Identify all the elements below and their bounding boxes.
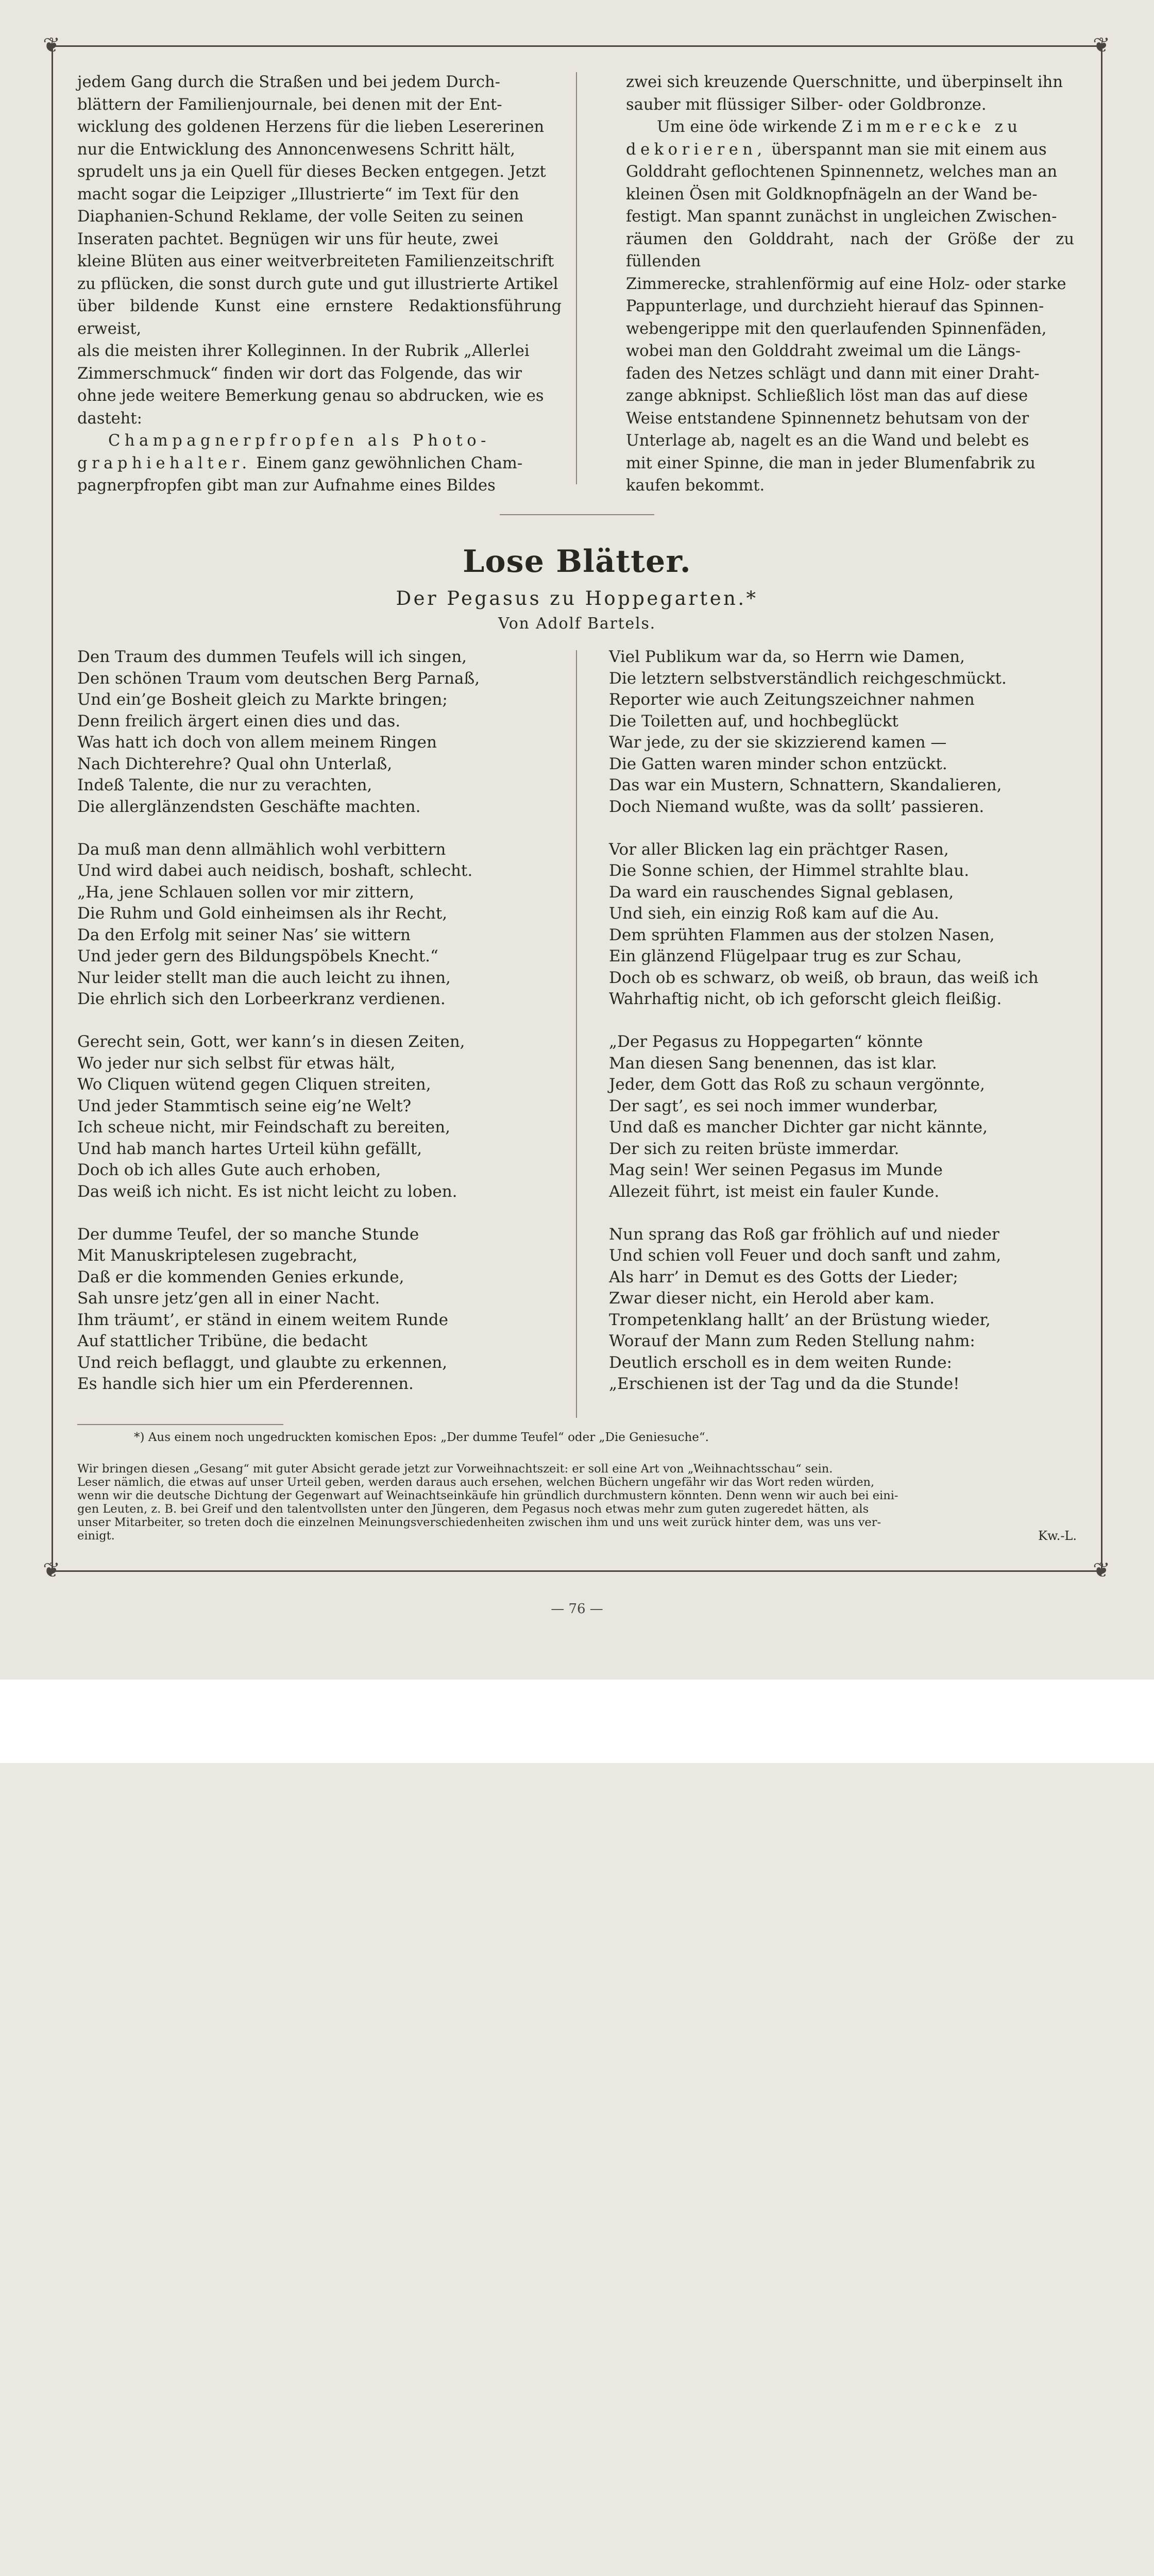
text-line: Diaphanien-Schund Reklame, der volle Seiten zu seinen <box>77 208 524 226</box>
column-divider <box>576 650 577 1418</box>
poem-line: Das war ein Mustern, Schnattern, Skandalieren, <box>609 776 1002 794</box>
poem-line: Sah unsre jetz’gen all in einer Nacht. <box>77 1289 380 1308</box>
page-number: — 76 — <box>551 1601 603 1617</box>
frame-left-rule <box>52 45 53 1570</box>
poem-line: Nun sprang das Roß gar fröhlich auf und nieder <box>609 1225 999 1244</box>
text-line: dasteht: <box>77 409 142 428</box>
poem-line: Doch ob es schwarz, ob weiß, ob braun, das weiß ich <box>609 968 1039 987</box>
poem-line: Denn freilich ärgert einen dies und das. <box>77 711 401 731</box>
text-line: ohne jede weitere Bemerkung genau so abdrucken, wie es <box>77 387 544 405</box>
poem-stanza <box>609 1031 1039 1202</box>
column-divider <box>576 72 577 484</box>
poem-line: Was hatt ich doch von allem meinem Ringen <box>77 733 437 752</box>
editor-note-line: gen Leuten, z. B. bei Greif und den talentvollsten unter den Jüngeren, dem Pegasus noch etwas mehr zum guten zugeredet hätten, als <box>77 1502 869 1516</box>
poem-stanza <box>609 647 1039 818</box>
text-line: pagnerpfropfen gibt man zur Aufnahme eines Bildes <box>77 477 496 495</box>
text-line: mit einer Spinne, die man in jeder Blumenfabrik zu <box>626 454 1036 472</box>
poem-line: Indeß Talente, die nur zu verachten, <box>77 776 372 794</box>
poem-line: Mit Manuskriptelesen zugebracht, <box>77 1246 358 1265</box>
frame-right-rule <box>1101 45 1102 1570</box>
poem-stanza <box>77 1031 480 1202</box>
poem-stanza <box>77 647 480 818</box>
poem-line: Die letztern selbstverständlich reichgeschmückt. <box>609 669 1007 688</box>
poem-line: Da den Erfolg mit seiner Nas’ sie wittern <box>77 925 411 944</box>
poem-line: Und hab manch hartes Urteil kühn gefällt, <box>77 1139 422 1158</box>
text-line: nur die Entwicklung des Annoncenwesens Schritt hält, <box>77 140 515 159</box>
poem-title: Der Pegasus zu Hoppegarten.* <box>396 587 758 609</box>
poem-line: Trompetenklang hallt’ an der Brüstung wieder, <box>609 1310 991 1329</box>
text-line: Inseraten pachtet. Begnügen wir uns für heute, zwei <box>77 230 499 248</box>
poem-line: Wo Cliquen wütend gegen Cliquen streiten, <box>77 1075 431 1094</box>
poem-line: Die Gatten waren minder schon entzückt. <box>609 754 947 773</box>
poem-line: Viel Publikum war da, so Herrn wie Damen, <box>609 648 965 666</box>
poem-line: Man diesen Sang benennen, das ist klar. <box>609 1054 937 1073</box>
text-line: Weise entstandene Spinnennetz behutsam von der <box>626 409 1029 428</box>
poem-line: Und reich beflaggt, und glaubte zu erkennen, <box>77 1353 448 1372</box>
text-line: wobei man den Golddraht zweimal um die Längs- <box>626 342 1021 360</box>
poem-line: Ich scheue nicht, mir Feindschaft zu bereiten, <box>77 1118 450 1137</box>
text-line: Golddraht geflochtenen Spinnennetz, welches man an <box>626 163 1058 181</box>
text-line: kleine Blüten aus einer weitverbreiteten Familienzeitschrift <box>77 252 554 270</box>
poem-line: Worauf der Mann zum Reden Stellung nahm: <box>609 1332 975 1350</box>
poem-line: Und daß es mancher Dichter gar nicht kännte, <box>609 1118 988 1137</box>
poem-line: Die Toiletten auf, und hochbeglückt <box>609 711 898 731</box>
text-line: zu pflücken, die sonst durch gute und gut illustrierte Artikel <box>77 275 558 293</box>
text-line: kaufen bekommt. <box>626 477 765 495</box>
poem-line: Da muß man denn allmählich wohl verbittern <box>77 840 446 859</box>
corner-ornament-icon: ❦ <box>1093 33 1110 57</box>
corner-ornament-icon: ❦ <box>43 1558 60 1582</box>
poem-line: Da ward ein rauschendes Signal geblasen, <box>609 883 954 902</box>
corner-ornament-icon: ❦ <box>1093 1558 1110 1582</box>
text-line: Unterlage ab, nagelt es an die Wand und belebt es <box>626 432 1029 450</box>
spaced-heading: graphiehalter. <box>77 454 251 472</box>
poem-line: Ein glänzend Flügelpaar trug es zur Schau, <box>609 947 962 965</box>
text-line: Einem ganz gewöhnlichen Cham- <box>251 454 523 472</box>
poem-line: Der dumme Teufel, der so manche Stunde <box>77 1225 419 1244</box>
text-line: Zimmerecke, strahlenförmig auf eine Holz- oder starke <box>626 275 1066 293</box>
text-line: webengerippe mit den querlaufenden Spinnenfäden, <box>626 319 1047 338</box>
editor-note-line: unser Mitarbeiter, so treten doch die einzelnen Meinungsverschiedenheiten zwischen ihm und uns weit zurück hinter dem, was uns ver- <box>77 1516 881 1529</box>
poem-line: Mag sein! Wer seinen Pegasus im Munde <box>609 1161 943 1179</box>
poem-line: Auf stattlicher Tribüne, die bedacht <box>77 1332 368 1350</box>
poem-line: Der sich zu reiten brüste immerdar. <box>609 1139 900 1158</box>
poem-stanza <box>77 1224 480 1395</box>
poem-line: Dem sprühten Flammen aus der stolzen Nasen, <box>609 925 995 944</box>
text-line: als die meisten ihrer Kolleginnen. In der Rubrik „Allerlei <box>77 342 530 360</box>
text-line: sauber mit flüssiger Silber- oder Goldbronze. <box>626 95 987 114</box>
spaced-heading: Champagnerpfropfen als Photo- <box>108 432 490 450</box>
poem-line: Die ehrlich sich den Lorbeerkranz verdienen. <box>77 990 446 1008</box>
text-line: über bildende Kunst eine ernstere Redaktionsführung erweist, <box>77 297 562 338</box>
text-line: sprudelt uns ja ein Quell für dieses Becken entgegen. Jetzt <box>77 163 546 181</box>
poem-line: Wo jeder nur sich selbst für etwas hält, <box>77 1054 396 1073</box>
poem-line: War jede, zu der sie skizzierend kamen — <box>609 733 947 752</box>
editor-note-line: Wir bringen diesen „Gesang“ mit guter Absicht gerade jetzt zur Vorweihnachtszeit: er soll eine Art von „Weihnachtsschau“ sein. <box>77 1462 833 1476</box>
poem-line: Die allerglänzendsten Geschäfte machten. <box>77 797 421 816</box>
editor-note-line: einigt. <box>77 1529 115 1543</box>
poem-line: Als harr’ in Demut es des Gotts der Lieder; <box>609 1267 958 1286</box>
poem-line: Es handle sich hier um ein Pferderennen. <box>77 1375 414 1393</box>
text-line: zwei sich kreuzende Querschnitte, und überpinselt ihn <box>626 73 1063 91</box>
poem-line: Doch Niemand wußte, was da sollt’ passieren. <box>609 797 985 816</box>
footnote-rule <box>77 1424 283 1425</box>
footnote: *) Aus einem noch ungedruckten komischen Epos: „Der dumme Teufel“ oder „Die Geniesuche“. <box>134 1431 709 1444</box>
text-line: faden des Netzes schlägt und dann mit einer Draht- <box>626 364 1040 383</box>
text-line: wicklung des goldenen Herzens für die lieben Lesererinen <box>77 118 545 136</box>
poem-left-column <box>77 647 480 1416</box>
poem-line: Und sieh, ein einzig Roß kam auf die Au. <box>609 904 939 923</box>
poem-line: Jeder, dem Gott das Roß zu schaun vergönnte, <box>609 1075 985 1094</box>
spaced-heading: Zimmerecke zu <box>842 118 1022 136</box>
text-line: kleinen Ösen mit Goldknopfnägeln an der Wand be- <box>626 185 1038 204</box>
poem-stanza <box>609 839 1039 1010</box>
poem-line: Daß er die kommenden Genies erkunde, <box>77 1267 404 1286</box>
poem-line: Das weiß ich nicht. Es ist nicht leicht zu loben. <box>77 1182 457 1201</box>
poem-line: Den schönen Traum vom deutschen Berg Parnaß, <box>77 669 480 688</box>
text-line: Um eine öde wirkende <box>657 118 842 136</box>
poem-stanza <box>77 839 480 1010</box>
poem-line: Ihm träumt’, er ständ in einem weitem Runde <box>77 1310 448 1329</box>
frame-bottom-rule <box>52 1570 1102 1572</box>
text-line: Pappunterlage, und durchzieht hierauf das Spinnen- <box>626 297 1044 315</box>
text-line: jedem Gang durch die Straßen und bei jedem Durch- <box>77 73 500 91</box>
poem-line: Den Traum des dummen Teufels will ich singen, <box>77 648 467 666</box>
poem-line: Und schien voll Feuer und doch sanft und zahm, <box>609 1246 1002 1265</box>
viewer-footer <box>0 1680 1154 1763</box>
poem-line: Und wird dabei auch neidisch, boshaft, schlecht. <box>77 861 473 880</box>
poem-line: Allezeit führt, ist meist ein fauler Kunde. <box>609 1182 940 1201</box>
poem-line: Und jeder Stammtisch seine eig’ne Welt? <box>77 1096 412 1115</box>
poem-line: Der sagt’, es sei noch immer wunderbar, <box>609 1096 938 1115</box>
poem-line: Gerecht sein, Gott, wer kann’s in diesen Zeiten, <box>77 1032 465 1051</box>
poem-line: Zwar dieser nicht, ein Herold aber kam. <box>609 1289 935 1308</box>
editor-note <box>77 1462 1077 1543</box>
corner-ornament-icon: ❦ <box>43 33 60 57</box>
poem-author: Von Adolf Bartels. <box>498 615 656 633</box>
frame-top-rule <box>52 45 1102 47</box>
editor-note-line: wenn wir die deutsche Dichtung der Gegenwart auf Weinachtseinkäufe hin gründlich durchmustern könnten. Denn wenn wir auch bei eini- <box>77 1489 898 1502</box>
text-line: räumen den Golddraht, nach der Größe der zu füllenden <box>626 230 1074 270</box>
poem-line: Nur leider stellt man die auch leicht zu ihnen, <box>77 968 451 987</box>
poem-line: Reporter wie auch Zeitungszeichner nahmen <box>609 690 975 709</box>
poem-line: Nach Dichterehre? Qual ohn Unterlaß, <box>77 754 393 773</box>
editor-note-line: Leser nämlich, die etwas auf unser Urteil geben, werden daraus auch ersehen, welchen Büchern ungefähr wir das Wort reden würden, <box>77 1476 875 1489</box>
editor-signature: Kw.-L. <box>1038 1529 1077 1543</box>
poem-line: Deutlich erscholl es in dem weiten Runde: <box>609 1353 952 1372</box>
section-divider <box>500 514 654 515</box>
text-line: Zimmerschmuck“ finden wir dort das Folgende, das wir <box>77 364 522 383</box>
poem-line: Und jeder gern des Bildungspöbels Knecht.“ <box>77 947 438 965</box>
poem-line: Die Ruhm und Gold einheimsen als ihr Recht, <box>77 904 448 923</box>
text-line: zange abknipst. Schließlich löst man das auf diese <box>626 387 1028 405</box>
poem-stanza <box>609 1224 1039 1395</box>
text-line: blättern der Familienjournale, bei denen mit der Ent- <box>77 95 502 114</box>
text-line: festigt. Man spannt zunächst in ungleichen Zwischen- <box>626 208 1057 226</box>
poem-line: „Ha, jene Schlauen sollen vor mir zittern, <box>77 883 415 902</box>
text-line: macht sogar die Leipziger „Illustrierte“ im Text für den <box>77 185 519 204</box>
poem-line: Wahrhaftig nicht, ob ich geforscht gleich fleißig. <box>609 990 1002 1008</box>
section-title: Lose Blätter. <box>463 544 691 580</box>
poem-line: Und ein’ge Bosheit gleich zu Markte bringen; <box>77 690 448 709</box>
poem-line: Vor aller Blicken lag ein prächtger Rasen, <box>609 840 949 859</box>
article-left-column <box>77 71 562 497</box>
poem-line: „Erschienen ist der Tag und da die Stunde! <box>609 1375 960 1393</box>
poem-line: Doch ob ich alles Gute auch erhoben, <box>77 1161 381 1179</box>
text-line: überspannt man sie mit einem aus <box>766 140 1047 159</box>
poem-line: Die Sonne schien, der Himmel strahlte blau. <box>609 861 970 880</box>
spaced-heading: dekorieren, <box>626 140 767 159</box>
poem-right-column <box>609 647 1039 1416</box>
poem-line: „Der Pegasus zu Hoppegarten“ könnte <box>609 1032 923 1051</box>
article-right-column <box>626 71 1074 497</box>
